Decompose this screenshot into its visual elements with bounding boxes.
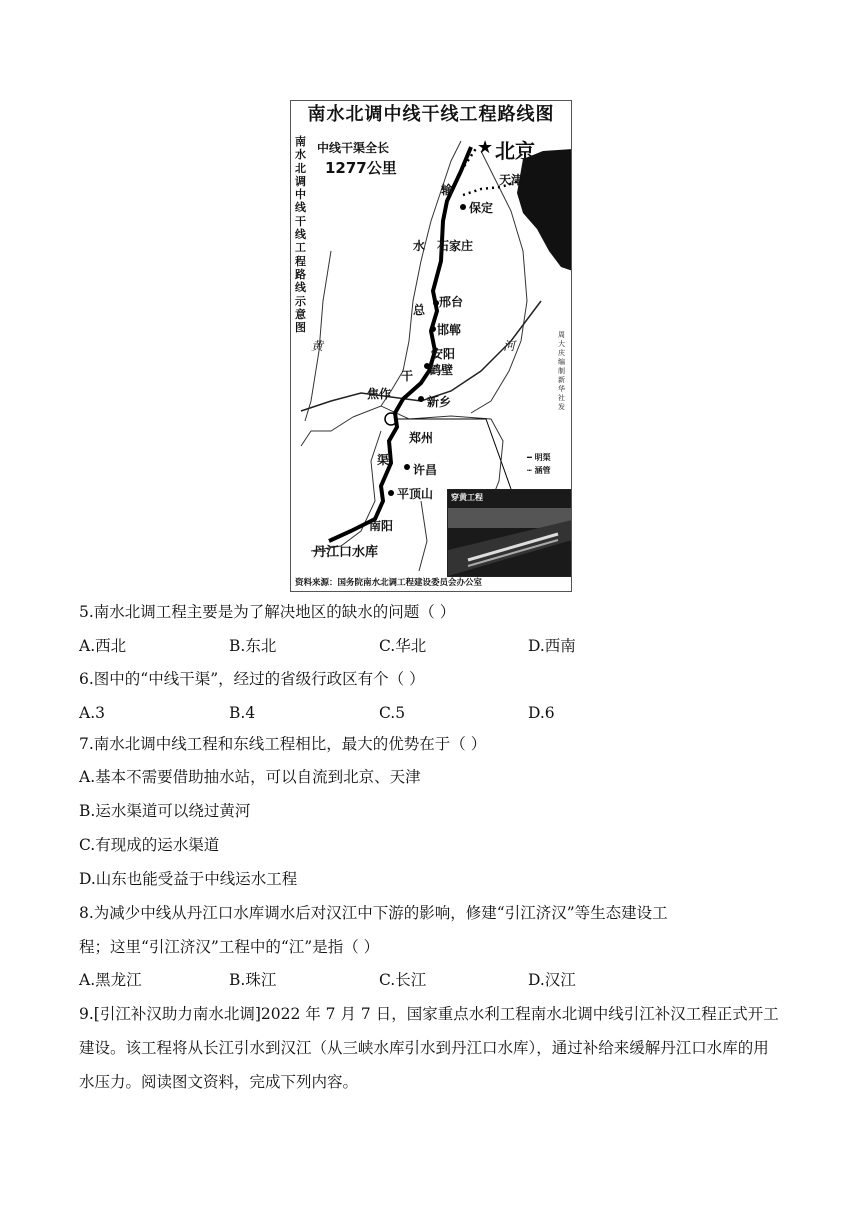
length-line1: 中线干渠全长 [317, 141, 390, 155]
q7-option-a: A.基本不需要借助抽水站，可以自流到北京、天津 [79, 768, 421, 786]
province-border [301, 417, 353, 446]
q6-option-d: D.6 [528, 704, 555, 722]
map-credit: 周大庆编制新华社发 [558, 331, 565, 411]
label-beijing: 北京 [495, 139, 535, 163]
city-dot [460, 204, 466, 210]
q7-option-c: C.有现成的运水渠道 [79, 836, 220, 854]
q8-option-d: D.汉江 [528, 971, 576, 989]
q5-option-c: C.华北 [379, 637, 427, 655]
q6-option-a: A.3 [79, 704, 105, 722]
canal-char: 干 [401, 369, 414, 383]
q8-stem-line2: 程；这里“引江济汉”工程中的“江”是指（ ） [79, 938, 380, 956]
q7-option-b: B.运水渠道可以绕过黄河 [79, 802, 251, 820]
label-xuchang: 许昌 [413, 463, 438, 477]
map-vertical-title: 南水北调中线干线工程路线示意图 [295, 135, 306, 335]
map-legend [527, 451, 551, 477]
canal-char: 输 [441, 183, 454, 197]
canal-char: 水 [413, 239, 426, 253]
label-shijiazhuang: 石家庄 [437, 239, 474, 253]
q8-option-a: A.黑龙江 [79, 971, 142, 989]
canal-char: 总 [413, 303, 426, 317]
city-dot [388, 490, 394, 496]
label-jiaozuo: 焦作 [367, 387, 392, 401]
label-pingdingshan: 平顶山 [397, 487, 434, 501]
inset-photo [447, 489, 572, 577]
main-canal-line [329, 147, 474, 541]
length-line2: 1277公里 [325, 159, 397, 177]
q6-option-c: C.5 [379, 704, 406, 722]
q7-stem: 7.南水北调中线工程和东线工程相比，最大的优势在于（ ） [79, 735, 487, 753]
q7-option-d: D.山东也能受益于中线运水工程 [79, 870, 298, 888]
bohai-sea [517, 149, 572, 271]
river-char: 黄 [311, 339, 324, 353]
river-char: 河 [503, 339, 516, 353]
legend-pipe: ┅ 涵管 [527, 466, 551, 475]
q5-option-b: B.东北 [229, 637, 277, 655]
province-border [419, 501, 427, 571]
legend-open: ━ 明渠 [527, 453, 551, 462]
q5-option-a: A.西北 [79, 637, 127, 655]
q5-stem: 5.南水北调工程主要是为了解决地区的缺水的问题（ ） [79, 603, 456, 621]
inset-title: 穿黄工程 [451, 493, 483, 502]
label-nanyang: 南阳 [369, 519, 394, 533]
city-dot [418, 396, 424, 402]
q8-stem-line1: 8.为减少中线从丹江口水库调水后对汉江中下游的影响，修建“引江济汉”等生态建设工 [79, 904, 668, 922]
route-map [290, 100, 572, 592]
q6-stem: 6.图中的“中线干渠”，经过的省级行政区有个（ ） [79, 670, 425, 688]
city-dot [404, 464, 410, 470]
label-baoding: 保定 [469, 201, 494, 215]
q6-option-b: B.4 [229, 704, 256, 722]
q8-option-b: B.珠江 [229, 971, 277, 989]
q8-option-c: C.长江 [379, 971, 427, 989]
label-zhengzhou: 郑州 [409, 431, 434, 445]
label-anyang: 安阳 [431, 347, 456, 361]
map-source: 资料来源：国务院南水北调工程建设委员会办公室 [295, 578, 483, 588]
label-danjiangkou: 丹江口水库 [313, 545, 379, 560]
label-hebi: 鹤壁 [429, 363, 454, 377]
q9-paragraph: 9.[引江补汉助力南水北调]2022 年 7 月 7 日，国家重点水利工程南水北调中线引江补汉工程正式开工建设。该工程将从长江引水到汉江（从三峡水库引水到丹江口水库），通过补给来缓解丹江口水库的用水压力。阅读图文资料，完成下列内容。 [79, 1005, 779, 1091]
beijing-star-icon: ★ [477, 137, 494, 158]
inset-leader [486, 419, 511, 489]
q5-option-d: D.西南 [528, 637, 576, 655]
city-dot [430, 326, 436, 332]
label-xinxiang: 新乡 [427, 395, 452, 409]
map-title: 南水北调中线干线工程路线图 [291, 101, 571, 129]
canal-char: 渠 [377, 453, 390, 467]
label-tianjin: 天津 [499, 173, 524, 187]
label-xingtai: 邢台 [439, 295, 464, 309]
label-handan: 邯郸 [437, 323, 462, 337]
